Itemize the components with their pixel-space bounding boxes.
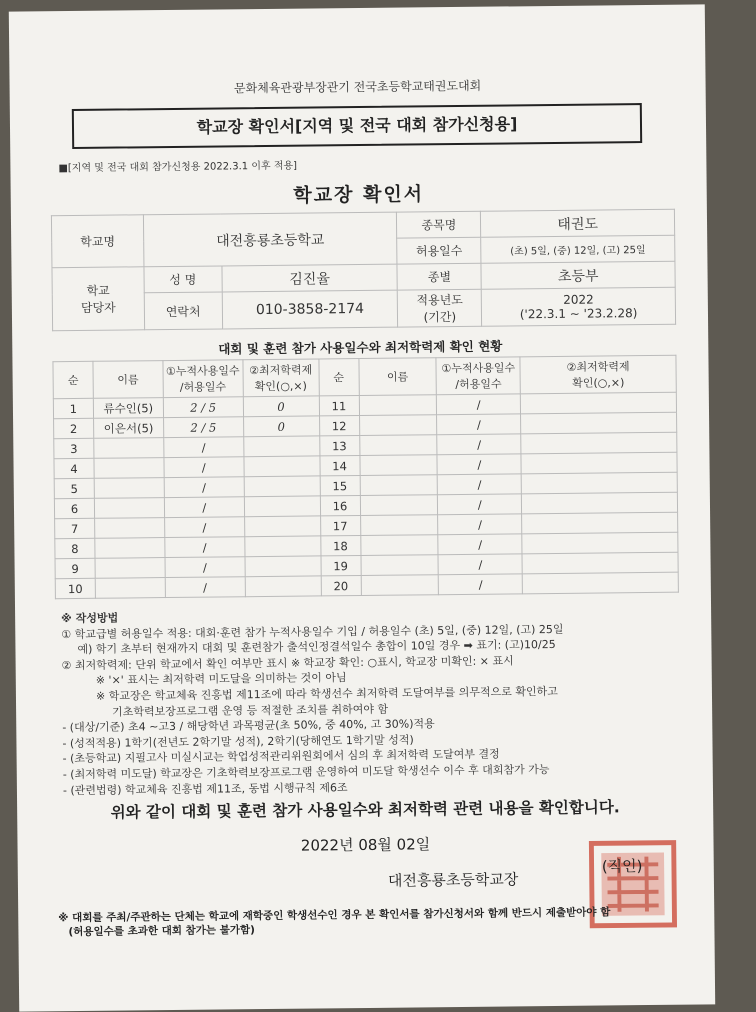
row-days: / [438, 534, 522, 555]
detail-1: - (대상/기준) 초4 ~고3 / 해당학년 과목평균(초 50%, 중 40%, 고 30%)적용 [62, 717, 435, 735]
contact-value: 010-3858-2174 [222, 290, 398, 329]
document-page [9, 4, 715, 1011]
note-2b: ※ 학교장은 학교체육 진흥법 제11조에 따라 학생선수 최저학력 도달여부를 의무적으로 확인하고 [95, 684, 558, 703]
row-days: / [164, 437, 244, 458]
row-days: / [164, 477, 244, 498]
manager-label-line1: 학교 [86, 283, 110, 298]
row-check [521, 412, 677, 434]
row-days: / [438, 554, 522, 575]
row-days: / [437, 414, 521, 435]
row-days: / [164, 517, 244, 538]
row-name [95, 518, 165, 539]
row-no: 16 [320, 496, 360, 516]
row-check: 0 [243, 416, 319, 437]
row-check: 0 [243, 396, 319, 417]
row-name [95, 538, 165, 559]
row-no: 15 [320, 476, 360, 496]
row-days: / [437, 434, 521, 455]
row-days: / [438, 514, 522, 535]
col-days-right-l2: /허용일수 [455, 377, 502, 392]
name-label: 성 명 [144, 266, 222, 293]
row-days: / [164, 457, 244, 478]
year-value-line1: 2022 [563, 292, 594, 307]
year-label-line1: 적용년도 [416, 292, 463, 308]
row-no: 6 [54, 498, 94, 518]
row-check [522, 572, 678, 594]
document-title: 학교장 확인서 [293, 183, 425, 207]
row-name [94, 438, 164, 459]
instructions [61, 604, 703, 798]
row-name [359, 395, 437, 416]
event-value: 태권도 [481, 209, 675, 237]
row-check [244, 496, 320, 517]
detail-4: - (최저학력 미도달) 학교장은 기초학력보장프로그램 운영하여 미도달 학생선수 이수 후 대회참가 가능 [62, 762, 550, 782]
row-name [359, 455, 437, 476]
col-days-left [163, 360, 243, 398]
row-days: 2 / 5 [163, 397, 243, 418]
principal-name: 대전흥룡초등학교장 [387, 870, 519, 890]
col-days-right [436, 357, 520, 395]
seal-label: (직인) [601, 857, 643, 876]
school-name: 대전흥룡초등학교 [143, 212, 397, 267]
row-name [360, 495, 438, 516]
year-value [481, 287, 675, 326]
name-value: 김진율 [222, 264, 398, 292]
division-value: 초등부 [481, 261, 675, 289]
row-check [521, 392, 677, 414]
row-no: 8 [55, 538, 95, 558]
year-label-line2: (기간) [423, 310, 457, 325]
manager-label-line2: 담당자 [80, 300, 116, 315]
row-name: 류수인(5) [93, 398, 163, 419]
year-value-line2: ('22.3.1 ~ '23.2.28) [519, 306, 638, 322]
note-2: ② 최저학력제: 단위 학교에서 확인 여부만 표시 ※ 학교장 확인: ○표시, 학교장 미확인: × 표시 [61, 654, 514, 672]
row-name [360, 515, 438, 536]
row-name [359, 415, 437, 436]
row-name [360, 475, 438, 496]
col-days-right-l1: ①누적사용일수 [441, 361, 516, 376]
row-no: 18 [320, 536, 360, 556]
event-label: 종목명 [397, 211, 481, 238]
school-info-table [51, 209, 676, 332]
col-no-right: 순 [318, 359, 358, 396]
school-label: 학교명 [51, 215, 143, 268]
footer-note [58, 904, 708, 939]
note-2a: ※ '×' 표시는 최저학력 미도달을 의미하는 것이 아님 [95, 671, 347, 688]
col-min-right [520, 355, 676, 394]
footer-line-2: (허용일수를 초과한 대회 참가는 불가함) [68, 924, 255, 939]
col-name-right: 이름 [358, 358, 436, 396]
row-days: / [438, 494, 522, 515]
row-name [360, 535, 438, 556]
col-min-left-l2: 확인(○,×) [254, 379, 307, 394]
row-no: 12 [319, 416, 359, 436]
row-name [94, 478, 164, 499]
row-name: 이은서(5) [93, 418, 163, 439]
col-min-right-l2: 확인(○,×) [572, 376, 625, 390]
row-no: 2 [54, 418, 94, 438]
row-no: 3 [54, 438, 94, 458]
row-check [522, 552, 678, 574]
row-no: 20 [321, 576, 361, 596]
row-days: / [164, 497, 244, 518]
row-no: 10 [55, 578, 95, 598]
row-check [522, 492, 678, 514]
application-note: ■[지역 및 전국 대회 참가신청용 2022.3.1 이후 적용] [58, 160, 298, 175]
col-no-left: 순 [53, 361, 93, 398]
row-check [521, 472, 677, 494]
confirmation-date: 2022년 08월 02일 [300, 835, 431, 855]
col-min-left [243, 359, 319, 397]
division-label: 종별 [397, 263, 481, 290]
row-days: / [437, 454, 521, 475]
footer-line-1: ※ 대회를 주최/주관하는 단체는 학교에 재학중인 학생선수인 경우 본 확인서를 참가신청서와 함께 반드시 제출받아야 함 [58, 906, 611, 925]
row-days: 2 / 5 [163, 417, 243, 438]
row-days: / [165, 577, 245, 598]
note-1-example: 예) 학기 초부터 현재까지 대회 및 훈련참가 출석인정결석일수 총합이 10일 경우 ➡ 표기: (고)10/25 [77, 638, 556, 657]
detail-2: - (성적적용) 1학기(전년도 2학기말 성적), 2학기(당해연도 1학기말 성적) [62, 733, 414, 750]
row-name [359, 435, 437, 456]
row-check [244, 456, 320, 477]
row-check [245, 556, 321, 577]
row-check [244, 536, 320, 557]
col-days-left-l1: ①누적사용일수 [165, 364, 240, 379]
row-check [243, 436, 319, 457]
row-check [522, 512, 678, 534]
row-no: 1 [53, 398, 93, 418]
manager-label [52, 267, 144, 331]
note-2c: 기초학력보장프로그램 운영 등 적절한 조치를 취하여야 함 [112, 702, 389, 719]
row-check [521, 432, 677, 454]
row-name [94, 498, 164, 519]
row-no: 19 [321, 556, 361, 576]
row-no: 17 [320, 516, 360, 536]
col-min-right-l1: ②최저학력제 [566, 360, 630, 374]
roster-table [52, 355, 678, 600]
row-name [95, 578, 165, 599]
row-no: 5 [54, 478, 94, 498]
row-check [521, 452, 677, 474]
row-no: 11 [319, 396, 359, 416]
col-days-left-l2: /허용일수 [179, 380, 227, 394]
row-no: 7 [55, 518, 95, 538]
note-1: ① 학교급별 허용일수 적용: 대회·훈련 참가 누적사용일수 기입 / 허용일수 (초) 5일, (중) 12일, (고) 25일 [61, 622, 564, 641]
row-check [244, 516, 320, 537]
allowed-days-label: 허용일수 [397, 237, 481, 264]
allowed-days-value: (초) 5일, (중) 12일, (고) 25일 [481, 235, 675, 263]
confirmation-statement: 위와 같이 대회 및 훈련 참가 사용일수와 최저학력 관련 내용을 확인합니다. [110, 798, 620, 822]
detail-3: - (초등학교) 지필고사 미실시교는 학업성적관리위원회에서 심의 후 최저학력 도달여부 결정 [62, 747, 500, 766]
row-days: / [439, 574, 523, 595]
row-check [245, 576, 321, 597]
row-name [361, 575, 439, 596]
contact-label: 연락처 [144, 292, 222, 330]
row-no: 13 [319, 436, 359, 456]
competition-supertitle: 문화체육관광부장관기 전국초등학교태권도대회 [233, 78, 482, 96]
year-label [398, 289, 482, 327]
row-check [244, 476, 320, 497]
row-days: / [165, 557, 245, 578]
row-days: / [437, 394, 521, 415]
detail-5: - (관련법령) 학교체육 진흥법 제11조, 동법 시행규칙 제6조 [62, 780, 348, 797]
col-name-left: 이름 [93, 361, 163, 399]
row-no: 9 [55, 558, 95, 578]
row-check [522, 532, 678, 554]
row-days: / [165, 537, 245, 558]
row-name [95, 558, 165, 579]
row-no: 4 [54, 458, 94, 478]
col-min-left-l1: ②최저학력제 [249, 363, 313, 378]
row-name [94, 458, 164, 479]
boxed-title: 학교장 확인서[지역 및 전국 대회 참가신청용] [72, 103, 642, 149]
row-days: / [438, 474, 522, 495]
roster-section-title: 대회 및 훈련 참가 사용일수와 최저학력제 확인 현황 [218, 338, 503, 357]
row-name [360, 555, 438, 576]
row-no: 14 [320, 456, 360, 476]
notes-heading: ※ 작성방법 [61, 611, 119, 626]
